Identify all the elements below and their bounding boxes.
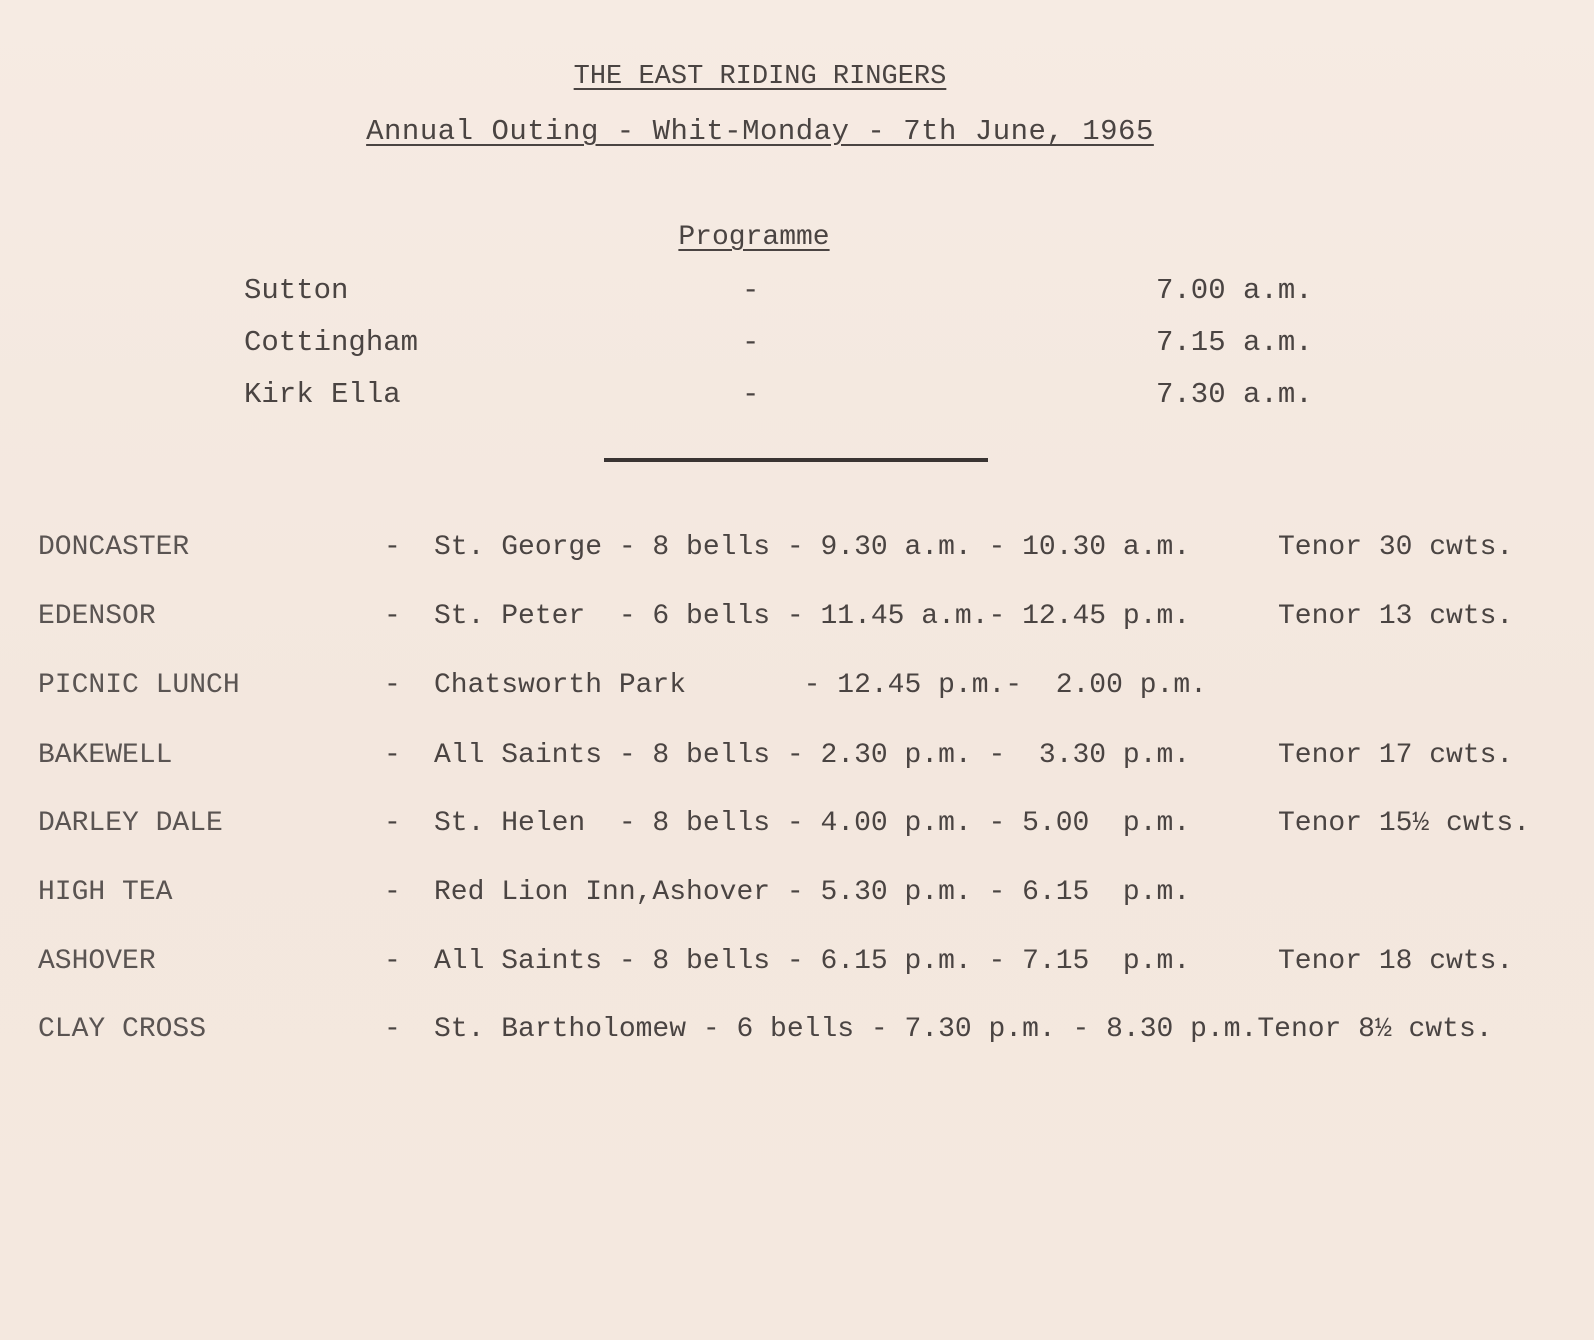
stop-tenor: Tenor 13 cwts. bbox=[1278, 601, 1514, 632]
schedule-row bbox=[0, 601, 1594, 641]
stop-name: CLAY CROSS bbox=[38, 1014, 207, 1045]
pickup-place: Kirk Ella bbox=[244, 378, 401, 411]
stop-separator: - bbox=[384, 740, 401, 771]
pickup-dash: - bbox=[742, 326, 760, 359]
stop-details: Chatsworth Park - 12.45 p.m.- 2.00 p.m. bbox=[434, 670, 1207, 701]
stop-details: All Saints - 8 bells - 2.30 p.m. - 3.30 p.m. bbox=[434, 740, 1191, 771]
stop-name: ASHOVER bbox=[38, 946, 156, 977]
schedule-row bbox=[0, 808, 1594, 848]
pickup-row bbox=[0, 326, 1594, 366]
pickup-time: 7.00 a.m. bbox=[1156, 274, 1313, 307]
stop-name: HIGH TEA bbox=[38, 877, 173, 908]
programme-heading: Programme bbox=[678, 222, 830, 253]
stop-name: DONCASTER bbox=[38, 532, 190, 563]
stop-tenor: Tenor 15½ cwts. bbox=[1278, 808, 1531, 839]
stop-details: St. Bartholomew - 6 bells - 7.30 p.m. - 8.30 p.m.Tenor 8½ cwts. bbox=[434, 1014, 1493, 1045]
schedule-row bbox=[0, 1014, 1594, 1054]
stop-name: DARLEY DALE bbox=[38, 808, 223, 839]
stop-separator: - bbox=[384, 601, 401, 632]
stop-name: EDENSOR bbox=[38, 601, 156, 632]
stop-separator: - bbox=[384, 670, 401, 701]
schedule-row bbox=[0, 670, 1594, 710]
pickup-time: 7.30 a.m. bbox=[1156, 378, 1313, 411]
section-divider bbox=[604, 458, 988, 462]
pickup-time: 7.15 a.m. bbox=[1156, 326, 1313, 359]
stop-details: St. Helen - 8 bells - 4.00 p.m. - 5.00 p.m. bbox=[434, 808, 1191, 839]
stop-tenor: Tenor 30 cwts. bbox=[1278, 532, 1514, 563]
stop-details: All Saints - 8 bells - 6.15 p.m. - 7.15 p.m. bbox=[434, 946, 1191, 977]
schedule-row bbox=[0, 532, 1594, 572]
stop-tenor: Tenor 18 cwts. bbox=[1278, 946, 1514, 977]
stop-details: St. Peter - 6 bells - 11.45 a.m.- 12.45 p.m. bbox=[434, 601, 1191, 632]
stop-tenor: Tenor 17 cwts. bbox=[1278, 740, 1514, 771]
stop-separator: - bbox=[384, 946, 401, 977]
pickup-place: Cottingham bbox=[244, 326, 419, 359]
document-subtitle: Annual Outing - Whit-Monday - 7th June, 1965 bbox=[366, 115, 1154, 148]
stop-details: St. George - 8 bells - 9.30 a.m. - 10.30 a.m. bbox=[434, 532, 1191, 563]
pickup-row bbox=[0, 274, 1594, 314]
stop-name: PICNIC LUNCH bbox=[38, 670, 240, 701]
schedule-row bbox=[0, 740, 1594, 780]
schedule-row bbox=[0, 946, 1594, 986]
stop-separator: - bbox=[384, 808, 401, 839]
stop-separator: - bbox=[384, 1014, 401, 1045]
stop-details: Red Lion Inn,Ashover - 5.30 p.m. - 6.15 p.m. bbox=[434, 877, 1191, 908]
stop-separator: - bbox=[384, 877, 401, 908]
pickup-place: Sutton bbox=[244, 274, 349, 307]
pickup-dash: - bbox=[742, 378, 760, 411]
pickup-dash: - bbox=[742, 274, 760, 307]
document-title: THE EAST RIDING RINGERS bbox=[573, 62, 947, 92]
schedule-row bbox=[0, 877, 1594, 917]
stop-name: BAKEWELL bbox=[38, 740, 173, 771]
pickup-row bbox=[0, 378, 1594, 418]
stop-separator: - bbox=[384, 532, 401, 563]
